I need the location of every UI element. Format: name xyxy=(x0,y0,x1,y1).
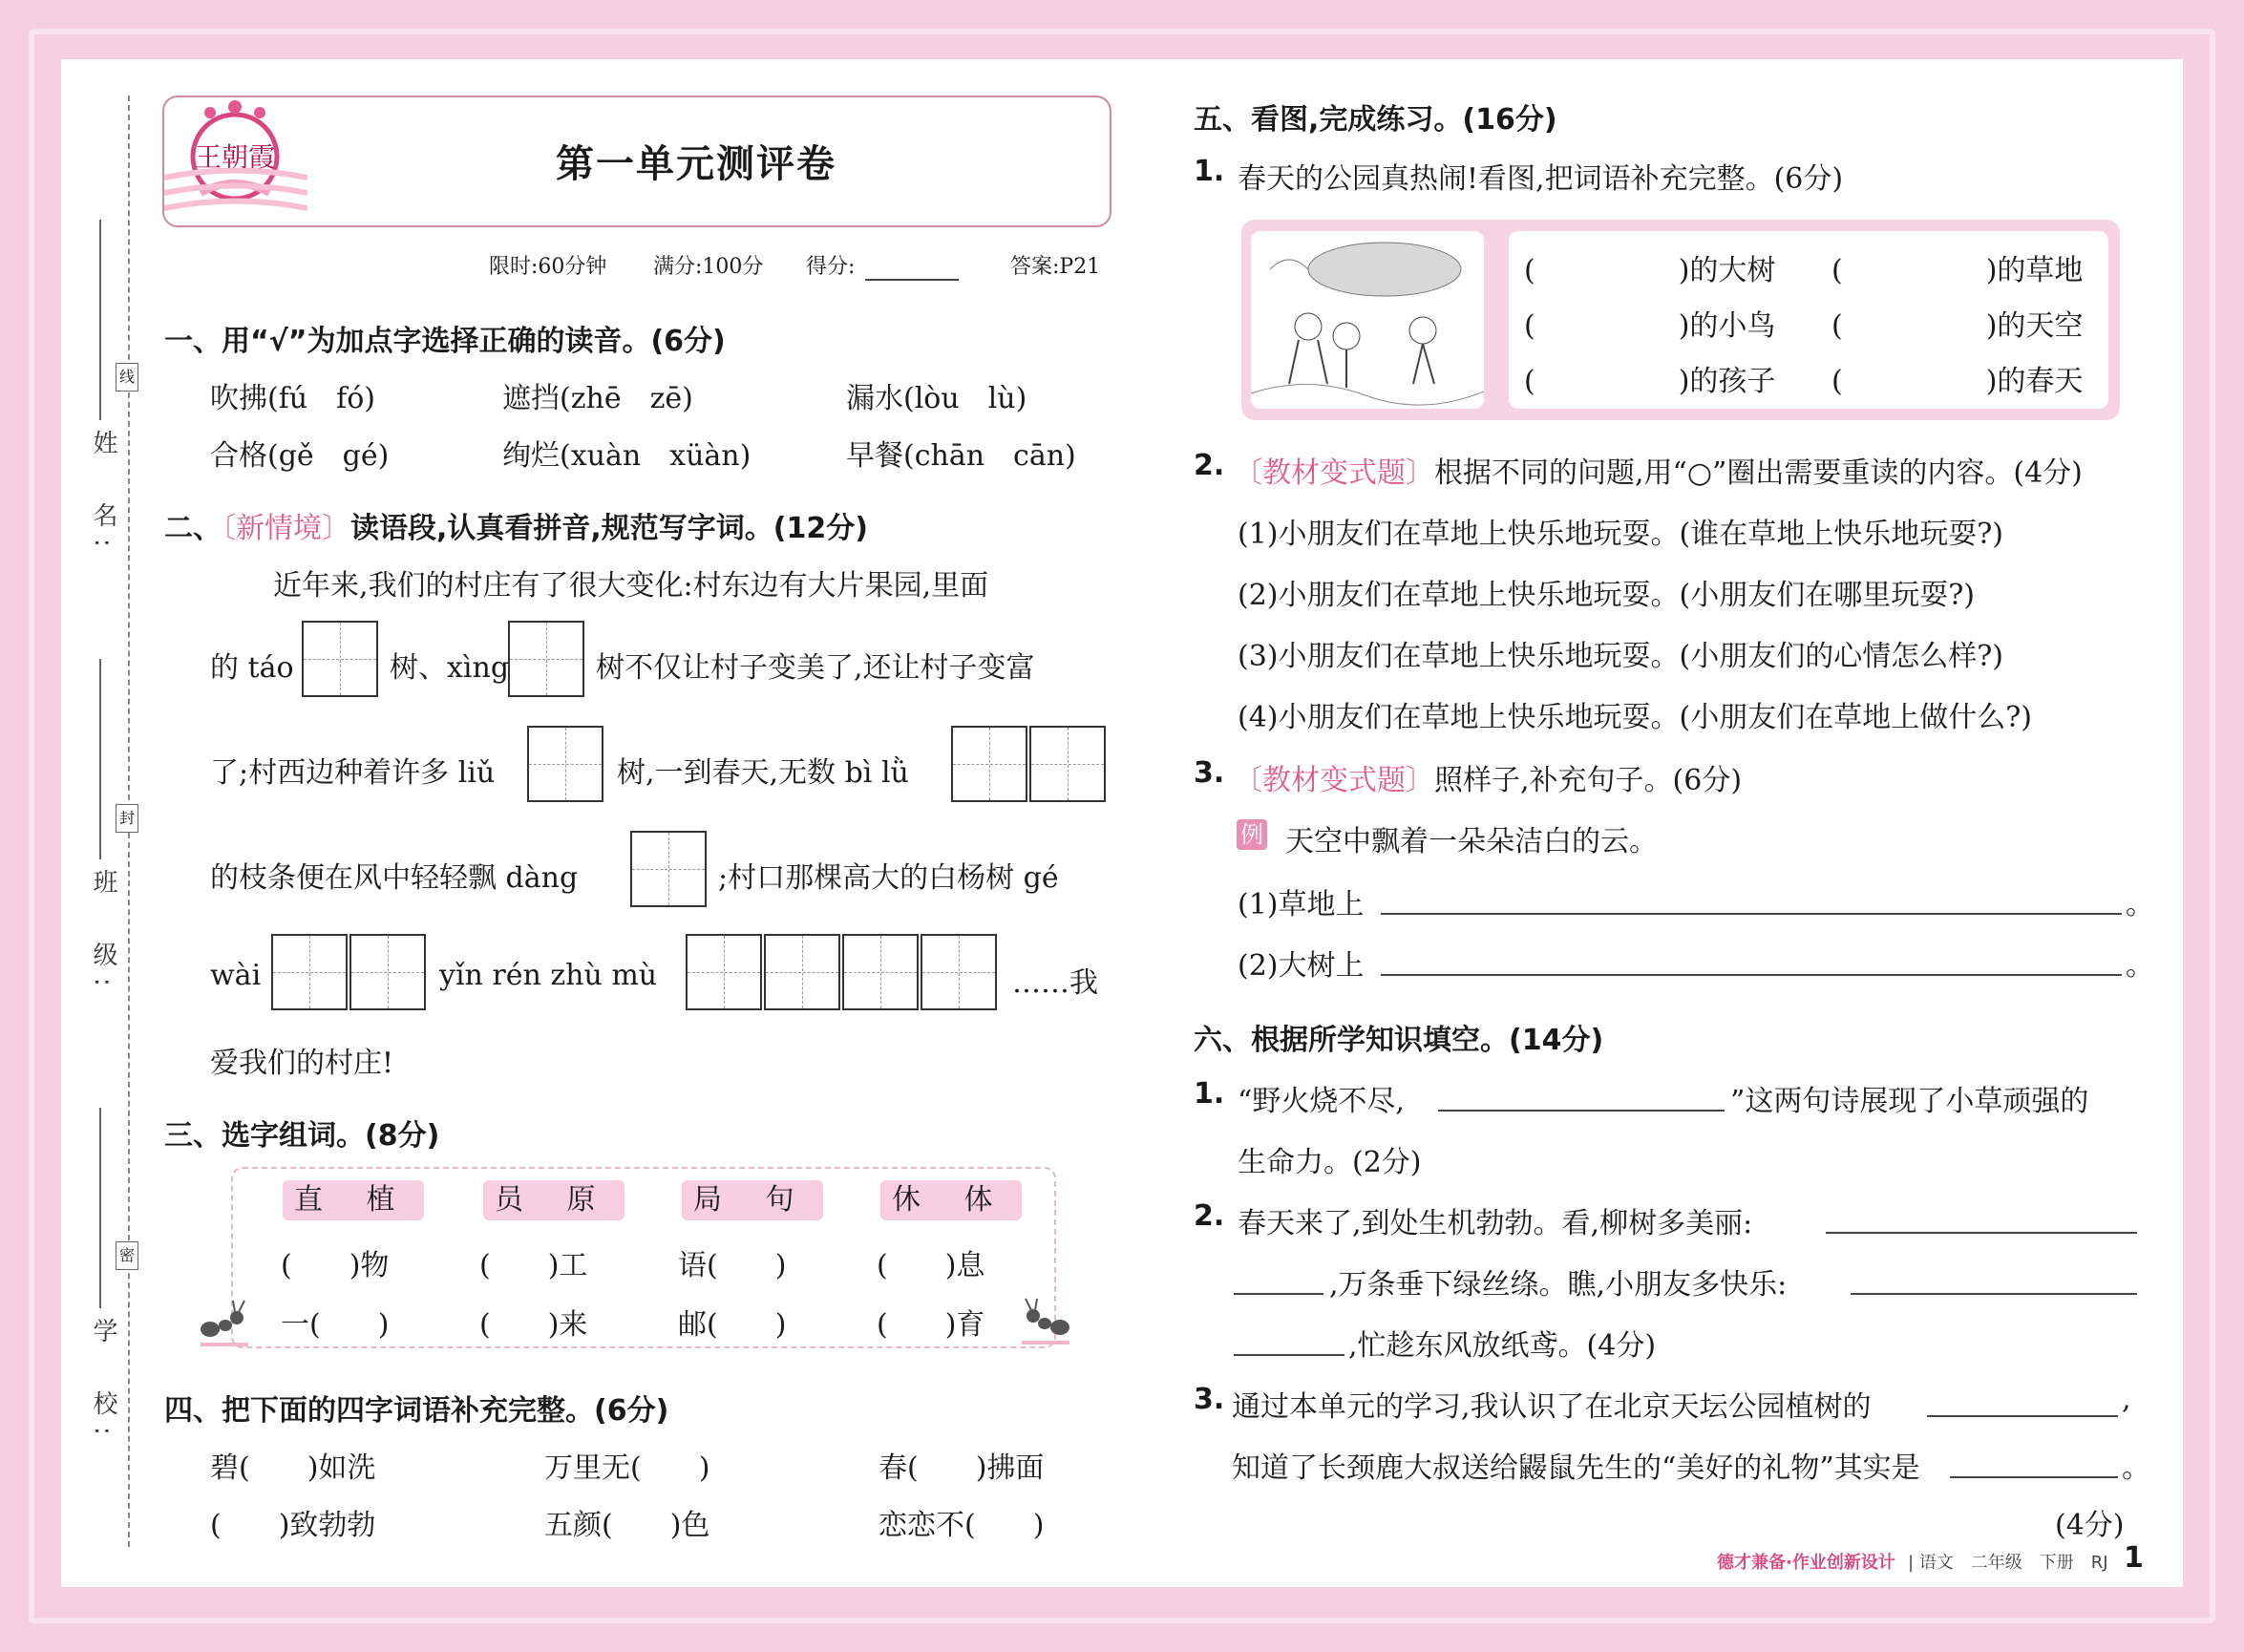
s6-heading: 六、根据所学知识填空。(14分) xyxy=(1194,1024,1604,1057)
s6-q2c: ,忙趁东风放纸鸢。(4分) xyxy=(1348,1329,1657,1363)
answer-line[interactable] xyxy=(1950,1476,2118,1478)
s4-heading: 四、把下面的四字词语补充完整。(6分) xyxy=(164,1394,669,1428)
tianzi-box[interactable] xyxy=(951,726,1027,802)
s5-q2-item[interactable]: (3)小朋友们在草地上快乐地玩耍。(小朋友们的心情怎么样?) xyxy=(1238,640,2003,673)
time-limit: 限时:60分钟 xyxy=(489,255,607,279)
s6-q2b: ,万条垂下绿丝绦。瞧,小朋友多快乐: xyxy=(1329,1268,1788,1302)
s2-tag: 〔新情境〕 xyxy=(222,512,350,545)
answer-line[interactable] xyxy=(1927,1415,2118,1417)
s2-line-5c: ……我 xyxy=(1012,966,1098,1000)
s3-chars: 休 体 xyxy=(880,1180,1022,1220)
s5-q3-item: (2)大树上 xyxy=(1238,949,1365,983)
s2-line-5a: wài xyxy=(210,959,262,992)
s1-item[interactable]: 吹拂(fú fó) xyxy=(210,382,375,415)
score-blank[interactable] xyxy=(865,279,959,281)
s3-heading: 三、选字组词。(8分) xyxy=(164,1119,440,1153)
s3-blank[interactable]: 邮( ) xyxy=(678,1308,787,1342)
s6-q3a: 通过本单元的学习,我认识了在北京天坛公园植树的 xyxy=(1232,1390,1872,1424)
s1-item[interactable]: 漏水(lòu lù) xyxy=(846,382,1027,415)
s6-q3b: 知道了长颈鹿大叔送给鼹鼠先生的“美好的礼物”其实是 xyxy=(1232,1451,1920,1485)
seal-mark-3: 密 xyxy=(116,1241,138,1270)
s2-line-2c: 树不仅让村子变美了,还让村子变富 xyxy=(596,651,1035,685)
s3-chars: 直 植 xyxy=(283,1180,424,1220)
seal-mark-1: 线 xyxy=(116,363,138,392)
class-line xyxy=(99,659,101,859)
footer-info: | 语文 二年级 下册 RJ xyxy=(1908,1553,2108,1573)
s4-item[interactable]: 春( )拂面 xyxy=(879,1451,1045,1485)
tianzi-box[interactable] xyxy=(842,934,919,1010)
s3-chars: 局 句 xyxy=(682,1180,823,1220)
period: 。 xyxy=(2126,888,2154,921)
s4-item[interactable]: 碧( )如洗 xyxy=(210,1451,376,1485)
full-score: 满分:100分 xyxy=(653,255,764,279)
answer-line[interactable] xyxy=(1381,913,2122,915)
ant-icon xyxy=(191,1297,258,1350)
s1-item[interactable]: 合格(gě gé) xyxy=(210,439,390,473)
s2-line-3a: 了;村西边种着许多 liǔ xyxy=(210,756,496,790)
footer-brand: 德才兼备·作业创新设计 xyxy=(1717,1553,1895,1573)
s6-q1a: “野火烧不尽, xyxy=(1238,1085,1405,1118)
s1-heading: 一、用“√”为加点字选择正确的读音。(6分) xyxy=(164,325,726,358)
s6-q2a: 春天来了,到处生机勃勃。看,柳树多美丽: xyxy=(1238,1207,1753,1240)
s2-line-6: 爱我们的村庄! xyxy=(210,1047,394,1080)
s5-q2-item[interactable]: (2)小朋友们在草地上快乐地玩耍。(小朋友们在哪里玩耍?) xyxy=(1238,579,1975,612)
s5-q1-item[interactable]: ( )的小鸟 xyxy=(1524,309,1776,343)
q-number: 2. xyxy=(1194,449,1225,482)
answer-line[interactable] xyxy=(1826,1232,2137,1234)
s2-heading-num: 二、 xyxy=(164,512,222,545)
tianzi-box[interactable] xyxy=(527,726,603,802)
period: 。 xyxy=(2122,1451,2150,1485)
ant-icon xyxy=(1012,1295,1079,1348)
school-label: 学 校: xyxy=(89,1318,117,1447)
class-label: 班 级: xyxy=(89,869,117,998)
s4-item[interactable]: 万里无( ) xyxy=(544,1451,710,1485)
park-scene-icon xyxy=(1251,231,1484,409)
s1-item[interactable]: 遮挡(zhē zē) xyxy=(502,382,693,415)
s5-q2-item[interactable]: (1)小朋友们在草地上快乐地玩耍。(谁在草地上快乐地玩耍?) xyxy=(1238,518,2003,551)
s3-blank[interactable]: 一( ) xyxy=(281,1308,390,1342)
s6-q3c: (4分) xyxy=(2055,1509,2125,1542)
school-line xyxy=(99,1108,101,1308)
s2-line-4a: 的枝条便在风中轻轻飘 dàng xyxy=(210,861,579,895)
q-number: 1. xyxy=(1194,155,1225,188)
tianzi-box[interactable] xyxy=(764,934,840,1010)
logo-text: 王朝霞 xyxy=(194,141,276,173)
s5-q1-item[interactable]: ( )的草地 xyxy=(1831,254,2084,287)
s2-heading-text: 读语段,认真看拼音,规范写字词。(12分) xyxy=(350,512,868,545)
s5-q2-text: 根据不同的问题,用“○”圈出需要重读的内容。(4分) xyxy=(1434,456,2083,490)
s3-blank[interactable]: ( )息 xyxy=(877,1249,985,1282)
answer-line[interactable] xyxy=(1438,1110,1725,1112)
tianzi-box[interactable] xyxy=(271,934,348,1010)
score-label: 得分: xyxy=(806,255,856,279)
s2-line-2a: 的 táo xyxy=(210,651,294,685)
s5-q1-item[interactable]: ( )的大树 xyxy=(1524,254,1776,287)
s5-q3-item: (1)草地上 xyxy=(1238,888,1365,921)
park-illustration xyxy=(1251,231,1484,409)
s5-heading: 五、看图,完成练习。(16分) xyxy=(1194,103,1557,137)
tianzi-box[interactable] xyxy=(302,621,378,697)
period: 。 xyxy=(2126,949,2154,983)
tianzi-box[interactable] xyxy=(921,934,997,1010)
page-number: 1 xyxy=(2124,1541,2144,1575)
tianzi-box[interactable] xyxy=(630,831,707,907)
tianzi-box[interactable] xyxy=(1029,726,1106,802)
s5-example: 天空中飘着一朵朵洁白的云。 xyxy=(1285,825,1658,858)
tianzi-box[interactable] xyxy=(686,934,762,1010)
q-number: 3. xyxy=(1194,1383,1225,1416)
s5-q2-tag: 〔教材变式题〕 xyxy=(1234,456,1434,490)
s5-q1-item[interactable]: ( )的孩子 xyxy=(1524,365,1776,398)
tianzi-box[interactable] xyxy=(508,621,584,697)
s1-item[interactable]: 绚烂(xuàn xüàn) xyxy=(502,439,752,473)
s3-blank[interactable]: ( )育 xyxy=(877,1308,985,1342)
s2-line-2b: 树、xìng xyxy=(390,651,510,685)
s3-blank[interactable]: ( )物 xyxy=(281,1249,390,1282)
seal-mark-2: 封 xyxy=(116,804,138,833)
s2-line-5b: yǐn rén zhù mù xyxy=(439,959,658,992)
name-line xyxy=(99,220,101,420)
s3-chars: 员 原 xyxy=(483,1180,625,1220)
s5-q1-item[interactable]: ( )的春天 xyxy=(1831,365,2084,398)
s5-q3 xyxy=(1234,756,1742,798)
s5-q3-tag: 〔教材变式题〕 xyxy=(1234,764,1434,797)
s3-blank[interactable]: 语( ) xyxy=(678,1249,787,1282)
s4-item[interactable]: 恋恋不( ) xyxy=(879,1509,1045,1542)
comma: , xyxy=(2122,1383,2131,1416)
s6-q1c: 生命力。(2分) xyxy=(1238,1146,1422,1179)
s1-item[interactable]: 早餐(chān cān) xyxy=(846,439,1076,473)
s4-item[interactable]: ( )致勃勃 xyxy=(210,1509,376,1542)
s3-blank[interactable]: ( )来 xyxy=(479,1308,588,1342)
tianzi-box[interactable] xyxy=(349,934,426,1010)
s2-line-1: 近年来,我们的村庄有了很大变化:村东边有大片果园,里面 xyxy=(273,569,989,603)
s4-item[interactable]: 五颜( )色 xyxy=(544,1509,710,1542)
answer-line[interactable] xyxy=(1851,1293,2137,1295)
s5-q2-item[interactable]: (4)小朋友们在草地上快乐地玩耍。(小朋友们在草地上做什么?) xyxy=(1238,701,2032,734)
s5-q1-item[interactable]: ( )的天空 xyxy=(1831,309,2084,343)
answer-line[interactable] xyxy=(1381,974,2122,976)
s5-q3-text: 照样子,补充句子。(6分) xyxy=(1434,764,1743,797)
s2-line-3b: 树,一到春天,无数 bì lǜ xyxy=(617,756,909,790)
s2-line-4b: ;村口那棵高大的白杨树 gé xyxy=(718,861,1059,895)
page-title: 第一单元测评卷 xyxy=(556,142,836,186)
s6-q1b: ”这两句诗展现了小草顽强的 xyxy=(1730,1085,2089,1118)
example-mark: 例 xyxy=(1237,819,1267,850)
answer-line[interactable] xyxy=(1234,1354,1344,1356)
q-number: 2. xyxy=(1194,1199,1225,1233)
q-number: 3. xyxy=(1194,756,1225,790)
answer-ref: 答案:P21 xyxy=(1010,255,1101,279)
name-label: 姓 名: xyxy=(89,430,117,559)
title-stripes xyxy=(164,168,307,222)
q-number: 1. xyxy=(1194,1077,1225,1111)
s5-q1: 春天的公园真热闹!看图,把词语补充完整。(6分) xyxy=(1238,162,1844,196)
s5-q2 xyxy=(1234,449,2083,491)
s2-heading xyxy=(164,504,868,546)
s3-blank[interactable]: ( )工 xyxy=(479,1249,588,1282)
answer-line[interactable] xyxy=(1234,1293,1323,1295)
